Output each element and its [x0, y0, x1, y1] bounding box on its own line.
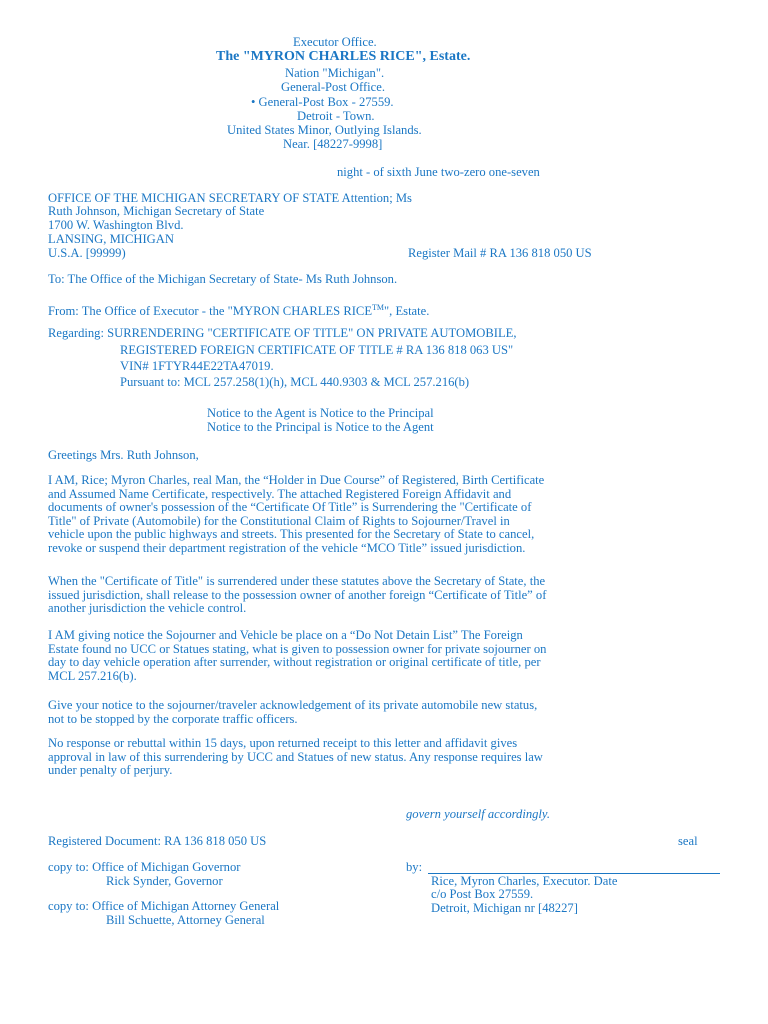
from-suffix: ", Estate. [384, 304, 430, 318]
to-line: To: The Office of the Michigan Secretary of State- Ms Ruth Johnson. [48, 272, 398, 286]
registered-document-number: Registered Document: RA 136 818 050 US [48, 834, 267, 848]
register-mail-number: Register Mail # RA 136 818 050 US [408, 246, 592, 260]
recipient-line: U.S.A. [99999) [48, 246, 126, 260]
signature-address: c/o Post Box 27559. [431, 887, 534, 901]
paragraph-line: under penalty of perjury. [48, 763, 173, 778]
notice-line: Notice to the Agent is Notice to the Principal [207, 406, 434, 420]
paragraph-line: Title" of Private (Automobile) for the Constitutional Claim of Rights to Sojourner/Travel in [48, 513, 510, 528]
body-paragraph [48, 575, 698, 616]
body-paragraph [48, 474, 698, 556]
recipient-line: LANSING, MICHIGAN [48, 232, 174, 246]
post-office-label: General-Post Office. [281, 80, 385, 94]
paragraph-line: approval in law of this surrendering by UCC and Statues of new status. Any response requires law [48, 749, 543, 764]
paragraph-line: another jurisdiction the vehicle control. [48, 601, 247, 616]
regarding-line: Pursuant to: MCL 257.258(1)(h), MCL 440.9303 & MCL 257.216(b) [120, 375, 470, 389]
closing-line: govern yourself accordingly. [406, 807, 550, 821]
regarding-line: VIN# 1FTYR44E22TA47019. [120, 359, 274, 373]
greeting: Greetings Mrs. Ruth Johnson, [48, 448, 199, 462]
signature-name: Rice, Myron Charles, Executor. Date [431, 874, 618, 888]
zip-label: Near. [48227-9998] [283, 137, 383, 151]
from-line [48, 301, 429, 319]
paragraph-line: Give your notice to the sojourner/traveler acknowledgement of its private automobile new status, [48, 698, 538, 712]
estate-title: The "MYRON CHARLES RICE", Estate. [216, 49, 471, 64]
nation-label: Nation "Michigan". [285, 66, 385, 80]
body-paragraph [48, 699, 698, 726]
regarding-line: Regarding: SURRENDERING "CERTIFICATE OF TITLE" ON PRIVATE AUTOMOBILE, [48, 326, 517, 340]
from-prefix: From: The Office of Executor - the "MYRON CHARLES RICE [48, 304, 373, 318]
body-paragraph [48, 737, 698, 778]
paragraph-line: I AM, Rice; Myron Charles, real Man, the “Holder in Due Course” of Registered, Birth Certificate [48, 473, 545, 487]
paragraph-line: not to be stopped by the corporate traffic officers. [48, 711, 298, 726]
recipient-line: Ruth Johnson, Michigan Secretary of State [48, 204, 265, 218]
paragraph-line: I AM giving notice the Sojourner and Vehicle be place on a “Do Not Detain List” The Foreign [48, 628, 523, 642]
paragraph-line: and Assumed Name Certificate, respectively. The attached Registered Foreign Affidavit and [48, 486, 512, 501]
office-label: Executor Office. [293, 35, 377, 49]
paragraph-line: day to day vehicle operation after surrender, without registration or original certificate of title, per [48, 655, 541, 670]
date-line: night - of sixth June two-zero one-seven [337, 165, 540, 179]
copy-to-line: copy to: Office of Michigan Governor [48, 860, 241, 874]
signature-by-label: by: [406, 860, 423, 874]
paragraph-line: When the "Certificate of Title" is surrendered under these statutes above the Secretary of State, the [48, 574, 546, 588]
paragraph-line: issued jurisdiction, shall release to the possession owner of another foreign “Certificate of Title” of [48, 587, 547, 602]
islands-label: United States Minor, Outlying Islands. [227, 123, 422, 137]
paragraph-line: vehicle upon the public highways and streets. This presented for the Secretary of State to cancel, [48, 527, 535, 542]
paragraph-line: revoke or suspend their department registration of the vehicle “MCO Title” issued jurisdiction. [48, 540, 526, 555]
copy-to-line: copy to: Office of Michigan Attorney General [48, 899, 280, 913]
signature-address: Detroit, Michigan nr [48227] [431, 901, 578, 915]
post-box-label: • General-Post Box - 27559. [251, 95, 394, 109]
recipient-line: OFFICE OF THE MICHIGAN SECRETARY OF STATE Attention; Ms [48, 191, 412, 205]
town-label: Detroit - Town. [297, 109, 375, 123]
body-paragraph [48, 629, 698, 683]
trademark-mark: TM [372, 303, 385, 312]
copy-to-line: Bill Schuette, Attorney General [106, 913, 265, 927]
notice-line: Notice to the Principal is Notice to the Agent [207, 420, 434, 434]
regarding-line: REGISTERED FOREIGN CERTIFICATE OF TITLE # RA 136 818 063 US" [120, 343, 514, 357]
paragraph-line: No response or rebuttal within 15 days, upon returned receipt to this letter and affidavit gives [48, 736, 518, 750]
recipient-line: 1700 W. Washington Blvd. [48, 218, 184, 232]
copy-to-line: Rick Synder, Governor [106, 874, 223, 888]
paragraph-line: documents of owner's possession of the “Certificate Of Title” is Surrendering the "Certificate of [48, 500, 532, 515]
seal-label: seal [678, 834, 698, 848]
paragraph-line: Estate found no UCC or Statues stating, what is given to possession owner for private sojourner on [48, 641, 547, 656]
paragraph-line: MCL 257.216(b). [48, 668, 137, 683]
